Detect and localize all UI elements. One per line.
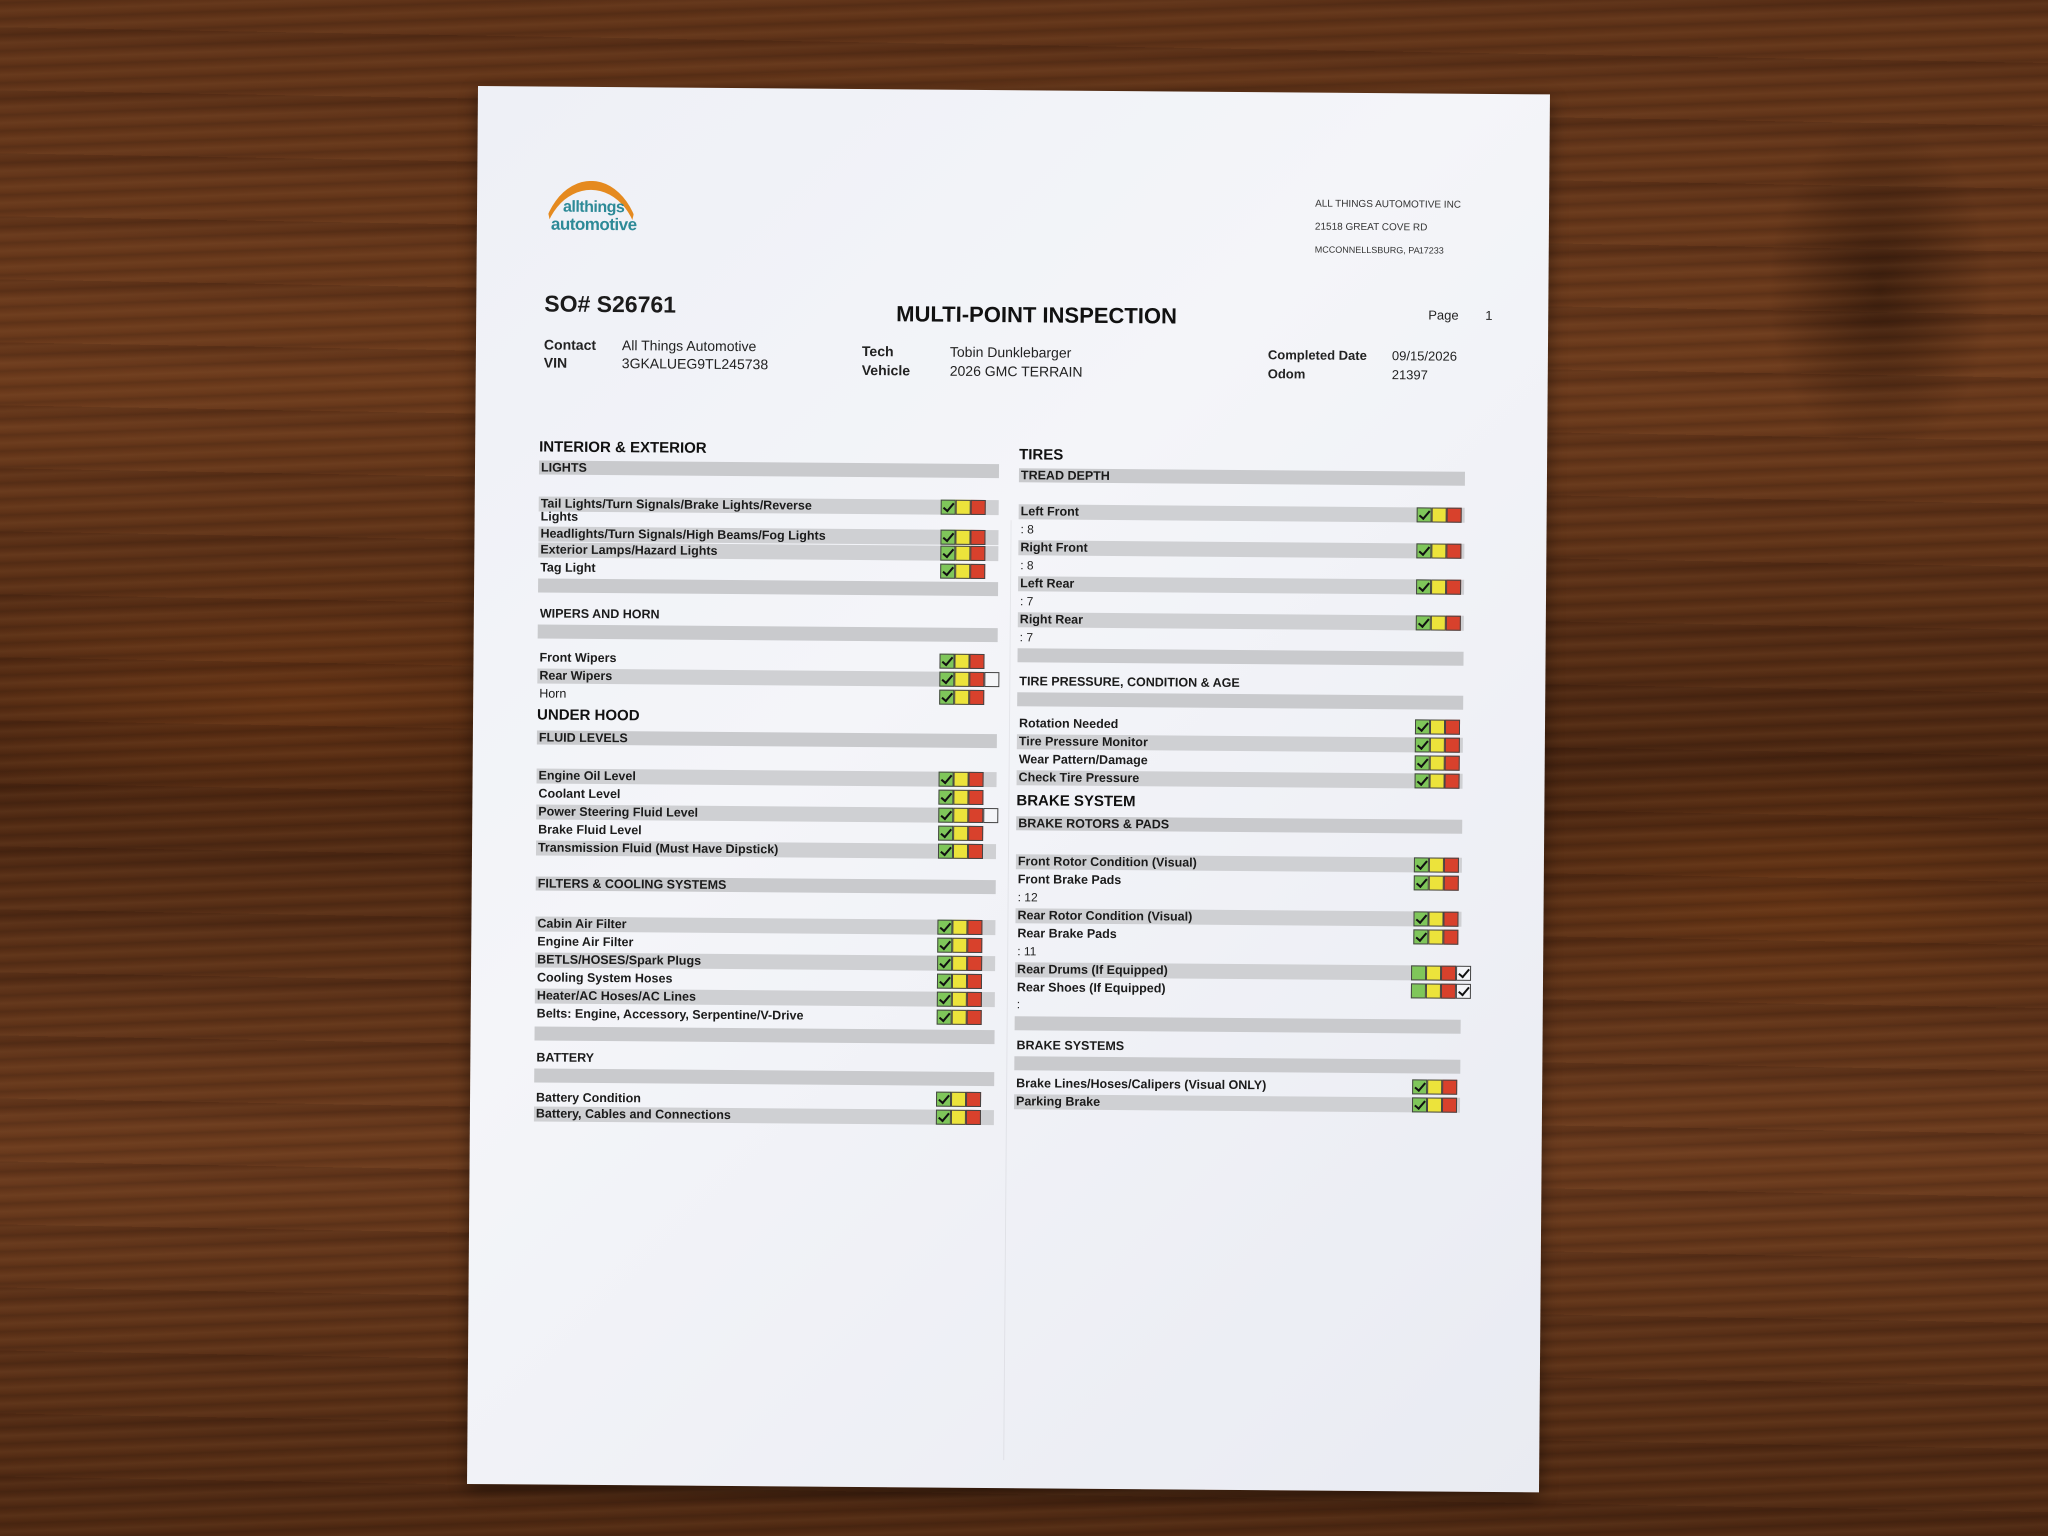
status-yellow	[1432, 508, 1447, 523]
battery-header-band	[534, 1068, 994, 1086]
company-street: 21518 GREAT COVE RD	[1314, 221, 1428, 234]
status-green-checked	[937, 974, 952, 989]
status-red	[968, 790, 983, 805]
status-yellow	[1430, 773, 1445, 788]
status-red	[969, 672, 984, 687]
status-yellow	[953, 844, 968, 859]
status-yellow	[1428, 911, 1443, 926]
status-green-checked	[940, 530, 955, 545]
status-boxes	[937, 974, 982, 989]
status-green-checked	[1412, 1079, 1427, 1094]
tech-label: Tech	[861, 343, 894, 360]
status-red	[1442, 1080, 1457, 1095]
status-boxes	[938, 790, 983, 805]
status-green-checked	[1415, 737, 1430, 752]
status-red	[969, 654, 984, 669]
status-green-checked	[938, 826, 953, 841]
status-yellow	[1431, 544, 1446, 559]
status-boxes	[937, 956, 982, 971]
row-label: Wear Pattern/Damage	[1018, 752, 1148, 768]
status-red	[1445, 738, 1460, 753]
status-boxes	[1414, 875, 1459, 890]
company-zip: 17233	[1418, 245, 1444, 256]
pressure-header-band	[1017, 692, 1463, 710]
status-yellow	[955, 564, 970, 579]
status-boxes	[937, 920, 982, 935]
status-yellow	[1430, 719, 1445, 734]
status-green-checked	[1416, 543, 1431, 558]
status-green-checked	[1414, 875, 1429, 890]
company-city: MCCONNELLSBURG, PA	[1314, 244, 1420, 256]
status-boxes	[939, 672, 999, 687]
row-label: Rear Brake Pads	[1017, 926, 1117, 942]
status-green-checked	[937, 920, 952, 935]
row-label: Engine Oil Level	[538, 768, 636, 784]
status-yellow	[953, 790, 968, 805]
status-boxes	[1415, 737, 1460, 752]
tread-measurement: : 8	[1020, 558, 1034, 573]
status-yellow	[1426, 965, 1441, 980]
status-red	[970, 564, 985, 579]
row-label: Front Brake Pads	[1017, 872, 1122, 888]
status-boxes	[938, 808, 998, 823]
status-yellow	[1431, 616, 1446, 631]
row-label: Engine Air Filter	[537, 934, 634, 950]
logo-text-line1: allthings	[562, 198, 625, 217]
status-red	[1445, 720, 1460, 735]
status-green-checked	[939, 772, 954, 787]
company-name: ALL THINGS AUTOMOTIVE INC	[1315, 198, 1462, 211]
status-boxes	[1412, 1097, 1457, 1112]
status-boxes	[941, 500, 986, 515]
status-yellow	[1430, 755, 1445, 770]
status-yellow	[952, 992, 967, 1007]
status-green-checked	[1416, 615, 1431, 630]
contact-value: All Things Automotive	[621, 337, 757, 355]
status-red	[1444, 858, 1459, 873]
row-label: Check Tire Pressure	[1018, 770, 1140, 786]
row-label: Tail Lights/Turn Signals/Brake Lights/Reverse	[540, 496, 812, 513]
status-boxes	[1413, 929, 1458, 944]
subsection-tire-pressure: TIRE PRESSURE, CONDITION & AGE	[1019, 674, 1240, 691]
status-yellow	[951, 1092, 966, 1107]
status-yellow	[953, 826, 968, 841]
status-green-checked	[939, 690, 954, 705]
status-green-checked	[937, 956, 952, 971]
filters-footer-band	[535, 1026, 995, 1044]
subsection-wipers-horn: WIPERS AND HORN	[539, 606, 660, 622]
status-red	[1443, 912, 1458, 927]
status-yellow	[954, 672, 969, 687]
section-tires: TIRES	[1019, 446, 1064, 464]
status-red	[1446, 616, 1461, 631]
status-green-checked	[941, 500, 956, 515]
status-green-checked	[936, 1092, 951, 1107]
lights-header-band	[539, 460, 999, 478]
section-under-hood: UNDER HOOD	[536, 706, 640, 725]
status-red	[970, 546, 985, 561]
status-green-checked	[937, 938, 952, 953]
status-boxes	[936, 1110, 981, 1125]
status-boxes	[1416, 615, 1461, 630]
page-number: 1	[1485, 307, 1493, 323]
row-label: Right Rear	[1019, 612, 1084, 627]
status-green	[1411, 983, 1426, 998]
row-label: Exterior Lamps/Hazard Lights	[540, 542, 718, 558]
tread-measurement: : 8	[1020, 522, 1034, 537]
subsection-battery: BATTERY	[536, 1050, 595, 1065]
status-na-checked	[1456, 984, 1471, 999]
status-boxes	[1416, 579, 1461, 594]
status-boxes	[1415, 719, 1460, 734]
status-yellow	[954, 690, 969, 705]
status-red	[970, 530, 985, 545]
status-boxes	[938, 844, 983, 859]
row-label: Parking Brake	[1015, 1094, 1101, 1109]
status-boxes	[937, 938, 982, 953]
status-green-checked	[1414, 857, 1429, 872]
tech-value: Tobin Dunklebarger	[949, 343, 1072, 361]
odom-label: Odom	[1267, 366, 1306, 382]
lights-footer-band	[538, 578, 998, 596]
row-label: Transmission Fluid (Must Have Dipstick)	[537, 840, 779, 857]
row-label: Rear Shoes (If Equipped)	[1016, 980, 1166, 996]
status-red	[1444, 876, 1459, 891]
status-boxes	[938, 826, 983, 841]
subsection-fluid-levels: FLUID LEVELS	[538, 730, 628, 746]
status-boxes	[1412, 1079, 1457, 1094]
subsection-lights: LIGHTS	[540, 460, 587, 475]
completed-date-label: Completed Date	[1267, 347, 1367, 363]
vehicle-label: Vehicle	[861, 362, 911, 379]
status-red	[967, 956, 982, 971]
page-title: MULTI-POINT INSPECTION	[896, 301, 1178, 329]
status-yellow	[1429, 875, 1444, 890]
status-red	[966, 1092, 981, 1107]
status-boxes	[1415, 755, 1460, 770]
status-yellow	[952, 920, 967, 935]
status-yellow	[953, 808, 968, 823]
subsection-tread-depth: TREAD DEPTH	[1020, 468, 1110, 483]
row-label: Cabin Air Filter	[537, 916, 627, 932]
subsection-filters-cooling: FILTERS & COOLING SYSTEMS	[537, 876, 727, 892]
status-boxes	[937, 992, 982, 1007]
table-row	[1018, 612, 1464, 631]
status-red	[969, 690, 984, 705]
status-boxes	[937, 1010, 982, 1025]
status-green-checked	[938, 808, 953, 823]
status-yellow	[1428, 929, 1443, 944]
status-green-checked	[938, 790, 953, 805]
status-yellow	[955, 546, 970, 561]
row-label: Battery Condition	[536, 1090, 641, 1106]
status-red	[1441, 966, 1456, 981]
row-label: Rotation Needed	[1018, 716, 1119, 732]
status-red	[967, 938, 982, 953]
row-label: Right Front	[1020, 540, 1088, 555]
status-boxes	[940, 564, 985, 579]
row-label: Left Front	[1020, 504, 1080, 519]
subsection-brake-systems: BRAKE SYSTEMS	[1016, 1038, 1125, 1054]
row-label-cont: Lights	[540, 509, 579, 524]
status-red	[1447, 508, 1462, 523]
row-label: Front Wipers	[539, 650, 617, 666]
status-green-checked	[936, 1110, 951, 1125]
section-interior-exterior: INTERIOR & EXTERIOR	[539, 438, 707, 457]
status-green-checked	[1415, 773, 1430, 788]
shoe-measurement: :	[1016, 997, 1021, 1012]
status-yellow	[1427, 1097, 1442, 1112]
row-label: Battery, Cables and Connections	[535, 1106, 731, 1123]
row-label: Headlights/Turn Signals/High Beams/Fog Lights	[540, 526, 826, 543]
status-green-checked	[1415, 719, 1430, 734]
status-yellow	[954, 772, 969, 787]
status-boxes	[940, 530, 985, 545]
status-yellow	[1429, 857, 1444, 872]
status-boxes	[939, 772, 984, 787]
status-green-checked	[937, 1010, 952, 1025]
status-red	[971, 500, 986, 515]
contact-label: Contact	[543, 336, 597, 353]
status-red	[967, 974, 982, 989]
status-boxes	[1414, 857, 1459, 872]
status-green-checked	[1412, 1097, 1427, 1112]
status-boxes	[939, 690, 984, 705]
status-yellow	[1426, 983, 1441, 998]
tread-footer-band	[1017, 648, 1463, 666]
status-red	[1441, 984, 1456, 999]
logo-text-line2: automotive	[550, 214, 637, 235]
status-boxes	[1411, 965, 1471, 980]
pad-measurement: : 12	[1017, 890, 1038, 905]
status-green-checked	[940, 546, 955, 561]
row-label: Power Steering Fluid Level	[538, 804, 699, 820]
status-red	[968, 844, 983, 859]
status-green	[1411, 965, 1426, 980]
status-red	[967, 1010, 982, 1025]
row-label: Front Rotor Condition (Visual)	[1017, 854, 1197, 870]
vehicle-value: 2026 GMC TERRAIN	[949, 362, 1083, 380]
status-red	[1446, 580, 1461, 595]
row-label: Rear Rotor Condition (Visual)	[1017, 908, 1193, 924]
status-yellow	[1427, 1079, 1442, 1094]
status-green-checked	[1413, 929, 1428, 944]
status-yellow	[952, 956, 967, 971]
status-boxes	[1416, 543, 1461, 558]
status-na	[983, 808, 998, 823]
wipers-header-band	[538, 624, 998, 642]
section-brake-system: BRAKE SYSTEM	[1016, 792, 1136, 811]
status-boxes	[936, 1092, 981, 1107]
inspection-sheet	[467, 86, 1550, 1492]
row-label: Horn	[539, 686, 567, 701]
status-boxes	[939, 654, 984, 669]
systems-header-band	[1014, 1056, 1460, 1074]
tread-measurement: : 7	[1019, 630, 1034, 645]
status-green-checked	[939, 654, 954, 669]
row-label: BETLS/HOSES/Spark Plugs	[537, 952, 702, 968]
status-green-checked	[1415, 755, 1430, 770]
status-yellow	[952, 974, 967, 989]
company-logo	[537, 176, 648, 247]
status-boxes	[1417, 507, 1462, 522]
table-row	[538, 560, 998, 579]
row-label: Belts: Engine, Accessory, Serpentine/V-Drive	[536, 1006, 804, 1023]
status-red	[1442, 1098, 1457, 1113]
status-boxes	[940, 546, 985, 561]
row-label: Heater/AC Hoses/AC Lines	[536, 988, 696, 1004]
subsection-brake-rotors-pads: BRAKE ROTORS & PADS	[1018, 816, 1170, 832]
status-green-checked	[940, 564, 955, 579]
column-divider	[1003, 520, 1011, 1460]
status-yellow	[951, 1110, 966, 1125]
pad-measurement: : 11	[1017, 944, 1037, 959]
status-red	[1446, 544, 1461, 559]
status-red	[968, 826, 983, 841]
page-label: Page	[1428, 307, 1459, 323]
row-label: Brake Lines/Hoses/Calipers (Visual ONLY)	[1016, 1076, 1267, 1093]
status-green-checked	[937, 992, 952, 1007]
vin-value: 3GKALUEG9TL245738	[621, 355, 769, 373]
status-red	[967, 920, 982, 935]
row-label: Rear Wipers	[539, 668, 613, 684]
completed-date-value: 09/15/2026	[1391, 348, 1458, 364]
odom-value: 21397	[1391, 367, 1428, 383]
status-yellow	[954, 654, 969, 669]
table-row	[1018, 576, 1464, 595]
service-order-number: SO# S26761	[544, 290, 677, 318]
row-label: Rear Drums (If Equipped)	[1017, 962, 1168, 978]
status-green-checked	[939, 672, 954, 687]
status-green-checked	[938, 844, 953, 859]
row-label: Coolant Level	[538, 786, 621, 802]
status-red	[969, 772, 984, 787]
status-yellow	[952, 1010, 967, 1025]
tread-measurement: : 7	[1019, 594, 1034, 609]
status-green-checked	[1413, 911, 1428, 926]
row-label: Cooling System Hoses	[536, 970, 673, 986]
status-red	[1443, 930, 1458, 945]
status-yellow	[952, 938, 967, 953]
status-yellow	[956, 500, 971, 515]
status-yellow	[1431, 580, 1446, 595]
row-label: Tire Pressure Monitor	[1018, 734, 1148, 750]
status-red	[1445, 774, 1460, 789]
status-red	[967, 992, 982, 1007]
status-yellow	[1430, 737, 1445, 752]
table-row	[1019, 504, 1465, 523]
status-na	[984, 672, 999, 687]
status-yellow	[955, 530, 970, 545]
status-na-checked	[1456, 966, 1471, 981]
status-boxes	[1411, 983, 1471, 998]
status-boxes	[1415, 773, 1460, 788]
row-label: Tag Light	[540, 560, 596, 575]
status-green-checked	[1417, 507, 1432, 522]
rotors-footer-band	[1015, 1016, 1461, 1034]
row-label: Brake Fluid Level	[538, 822, 642, 838]
status-boxes	[1413, 911, 1458, 926]
vin-label: VIN	[543, 354, 568, 371]
status-red	[1445, 756, 1460, 771]
status-red	[966, 1110, 981, 1125]
status-red	[968, 808, 983, 823]
row-label: Left Rear	[1020, 576, 1075, 591]
status-green-checked	[1416, 579, 1431, 594]
